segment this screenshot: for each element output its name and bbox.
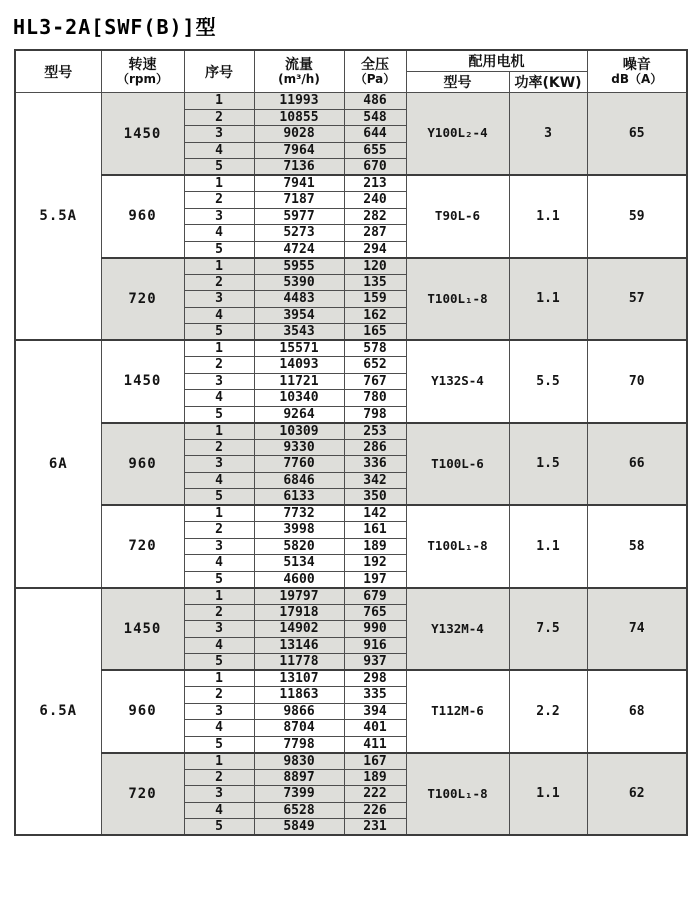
noise-cell: 74 <box>587 588 687 671</box>
table-row <box>15 670 687 687</box>
flow-cell: 6846 <box>254 472 344 489</box>
speed-cell: 960 <box>101 670 184 753</box>
flow-cell: 6133 <box>254 489 344 506</box>
header-noise <box>587 50 687 93</box>
header-speed-unit: （rpm） <box>116 71 168 86</box>
pressure-cell: 159 <box>344 291 406 308</box>
serial-cell: 2 <box>184 604 254 621</box>
motor-power-cell: 5.5 <box>509 340 587 423</box>
speed-cell: 1450 <box>101 93 184 176</box>
header-speed <box>101 50 184 93</box>
serial-cell: 2 <box>184 439 254 456</box>
motor-model-cell: T100L₁-8 <box>406 753 509 836</box>
pressure-cell: 652 <box>344 357 406 374</box>
pressure-cell: 336 <box>344 456 406 473</box>
pressure-cell: 342 <box>344 472 406 489</box>
table-row <box>15 93 687 110</box>
flow-cell: 7798 <box>254 736 344 753</box>
serial-cell: 2 <box>184 357 254 374</box>
flow-cell: 11993 <box>254 93 344 110</box>
flow-cell: 4600 <box>254 571 344 588</box>
serial-cell: 2 <box>184 687 254 704</box>
serial-cell: 5 <box>184 406 254 423</box>
header-pressure <box>344 50 406 93</box>
motor-model-cell: T100L-6 <box>406 423 509 506</box>
header-flow-unit: (m³/h) <box>278 71 320 86</box>
pressure-cell: 161 <box>344 522 406 539</box>
serial-cell: 3 <box>184 703 254 720</box>
serial-cell: 4 <box>184 720 254 737</box>
flow-cell: 4724 <box>254 241 344 258</box>
flow-cell: 15571 <box>254 340 344 357</box>
serial-cell: 5 <box>184 241 254 258</box>
flow-cell: 10855 <box>254 109 344 126</box>
serial-cell: 5 <box>184 159 254 176</box>
flow-cell: 14093 <box>254 357 344 374</box>
speed-cell: 960 <box>101 423 184 506</box>
flow-cell: 13107 <box>254 670 344 687</box>
motor-power-cell: 1.5 <box>509 423 587 506</box>
pressure-cell: 350 <box>344 489 406 506</box>
header-noise-unit: dB（A） <box>611 71 663 86</box>
flow-cell: 7964 <box>254 142 344 159</box>
noise-cell: 66 <box>587 423 687 506</box>
header-motor-group: 配用电机 <box>406 50 587 72</box>
serial-cell: 5 <box>184 324 254 341</box>
pressure-cell: 120 <box>344 258 406 275</box>
pressure-cell: 167 <box>344 753 406 770</box>
flow-cell: 4483 <box>254 291 344 308</box>
flow-cell: 9264 <box>254 406 344 423</box>
flow-cell: 19797 <box>254 588 344 605</box>
motor-model-cell: Y132M-4 <box>406 588 509 671</box>
motor-power-cell: 3 <box>509 93 587 176</box>
header-flow-label: 流量 <box>285 56 313 73</box>
pressure-cell: 189 <box>344 769 406 786</box>
flow-cell: 7732 <box>254 505 344 522</box>
flow-cell: 17918 <box>254 604 344 621</box>
flow-cell: 3543 <box>254 324 344 341</box>
noise-cell: 62 <box>587 753 687 836</box>
pressure-cell: 394 <box>344 703 406 720</box>
motor-model-cell: Y132S-4 <box>406 340 509 423</box>
pressure-cell: 937 <box>344 654 406 671</box>
pressure-cell: 655 <box>344 142 406 159</box>
flow-cell: 3998 <box>254 522 344 539</box>
pressure-cell: 990 <box>344 621 406 638</box>
serial-cell: 1 <box>184 505 254 522</box>
serial-cell: 4 <box>184 472 254 489</box>
flow-cell: 11778 <box>254 654 344 671</box>
pressure-cell: 165 <box>344 324 406 341</box>
pressure-cell: 287 <box>344 225 406 242</box>
pressure-cell: 294 <box>344 241 406 258</box>
flow-cell: 13146 <box>254 637 344 654</box>
flow-cell: 9028 <box>254 126 344 143</box>
pressure-cell: 679 <box>344 588 406 605</box>
serial-cell: 1 <box>184 423 254 440</box>
serial-cell: 3 <box>184 208 254 225</box>
flow-cell: 9330 <box>254 439 344 456</box>
pressure-cell: 135 <box>344 274 406 291</box>
pressure-cell: 286 <box>344 439 406 456</box>
pressure-cell: 411 <box>344 736 406 753</box>
table-row <box>15 505 687 522</box>
flow-cell: 8704 <box>254 720 344 737</box>
header-motor-power: 功率(KW) <box>509 72 587 93</box>
pressure-cell: 253 <box>344 423 406 440</box>
header-noise-label: 噪音 <box>622 56 651 73</box>
flow-cell: 5273 <box>254 225 344 242</box>
flow-cell: 7760 <box>254 456 344 473</box>
noise-cell: 68 <box>587 670 687 753</box>
serial-cell: 5 <box>184 489 254 506</box>
flow-cell: 5134 <box>254 555 344 572</box>
serial-cell: 4 <box>184 225 254 242</box>
speed-cell: 720 <box>101 753 184 836</box>
pressure-cell: 767 <box>344 373 406 390</box>
header-pressure-unit: （Pa） <box>354 71 396 86</box>
serial-cell: 5 <box>184 736 254 753</box>
speed-cell: 720 <box>101 258 184 341</box>
flow-cell: 5977 <box>254 208 344 225</box>
pressure-cell: 670 <box>344 159 406 176</box>
pressure-cell: 548 <box>344 109 406 126</box>
header-row-1 <box>15 50 687 72</box>
serial-cell: 3 <box>184 538 254 555</box>
header-motor-model: 型号 <box>406 72 509 93</box>
flow-cell: 8897 <box>254 769 344 786</box>
pressure-cell: 916 <box>344 637 406 654</box>
speed-cell: 1450 <box>101 340 184 423</box>
table-row <box>15 753 687 770</box>
serial-cell: 3 <box>184 786 254 803</box>
serial-cell: 2 <box>184 769 254 786</box>
header-serial: 序号 <box>184 50 254 93</box>
pressure-cell: 222 <box>344 786 406 803</box>
flow-cell: 6528 <box>254 802 344 819</box>
flow-cell: 7399 <box>254 786 344 803</box>
serial-cell: 1 <box>184 340 254 357</box>
pressure-cell: 226 <box>344 802 406 819</box>
motor-power-cell: 7.5 <box>509 588 587 671</box>
noise-cell: 57 <box>587 258 687 341</box>
flow-cell: 10309 <box>254 423 344 440</box>
pressure-cell: 213 <box>344 175 406 192</box>
flow-cell: 11863 <box>254 687 344 704</box>
spec-table <box>14 49 688 836</box>
serial-cell: 3 <box>184 456 254 473</box>
flow-cell: 5849 <box>254 819 344 836</box>
table-header <box>15 50 687 93</box>
serial-cell: 2 <box>184 274 254 291</box>
noise-cell: 70 <box>587 340 687 423</box>
model-cell: 6.5A <box>15 588 101 836</box>
motor-model-cell: T90L-6 <box>406 175 509 258</box>
noise-cell: 65 <box>587 93 687 176</box>
table-row <box>15 588 687 605</box>
serial-cell: 1 <box>184 753 254 770</box>
serial-cell: 5 <box>184 819 254 836</box>
flow-cell: 14902 <box>254 621 344 638</box>
flow-cell: 7187 <box>254 192 344 209</box>
pressure-cell: 142 <box>344 505 406 522</box>
pressure-cell: 335 <box>344 687 406 704</box>
table-row <box>15 175 687 192</box>
serial-cell: 4 <box>184 555 254 572</box>
motor-model-cell: T100L₁-8 <box>406 258 509 341</box>
flow-cell: 7941 <box>254 175 344 192</box>
noise-cell: 59 <box>587 175 687 258</box>
flow-cell: 9866 <box>254 703 344 720</box>
flow-cell: 11721 <box>254 373 344 390</box>
serial-cell: 2 <box>184 192 254 209</box>
serial-cell: 3 <box>184 126 254 143</box>
flow-cell: 10340 <box>254 390 344 407</box>
header-speed-label: 转速 <box>128 56 157 73</box>
speed-cell: 1450 <box>101 588 184 671</box>
serial-cell: 2 <box>184 109 254 126</box>
motor-model-cell: T100L₁-8 <box>406 505 509 588</box>
header-model: 型号 <box>15 50 101 93</box>
serial-cell: 1 <box>184 670 254 687</box>
motor-power-cell: 1.1 <box>509 175 587 258</box>
serial-cell: 4 <box>184 390 254 407</box>
model-cell: 5.5A <box>15 93 101 341</box>
serial-cell: 5 <box>184 654 254 671</box>
pressure-cell: 282 <box>344 208 406 225</box>
flow-cell: 5955 <box>254 258 344 275</box>
page-title: HL3-2A[SWF(B)]型 <box>13 15 217 39</box>
motor-power-cell: 1.1 <box>509 258 587 341</box>
pressure-cell: 780 <box>344 390 406 407</box>
pressure-cell: 192 <box>344 555 406 572</box>
serial-cell: 1 <box>184 258 254 275</box>
flow-cell: 5390 <box>254 274 344 291</box>
pressure-cell: 578 <box>344 340 406 357</box>
pressure-cell: 197 <box>344 571 406 588</box>
serial-cell: 4 <box>184 142 254 159</box>
pressure-cell: 162 <box>344 307 406 324</box>
flow-cell: 3954 <box>254 307 344 324</box>
pressure-cell: 765 <box>344 604 406 621</box>
pressure-cell: 240 <box>344 192 406 209</box>
pressure-cell: 189 <box>344 538 406 555</box>
serial-cell: 3 <box>184 291 254 308</box>
header-pressure-label: 全压 <box>361 56 389 73</box>
table-row <box>15 423 687 440</box>
serial-cell: 4 <box>184 802 254 819</box>
pressure-cell: 298 <box>344 670 406 687</box>
serial-cell: 3 <box>184 373 254 390</box>
table-body <box>15 93 687 836</box>
serial-cell: 1 <box>184 175 254 192</box>
flow-cell: 7136 <box>254 159 344 176</box>
flow-cell: 5820 <box>254 538 344 555</box>
pressure-cell: 486 <box>344 93 406 110</box>
serial-cell: 2 <box>184 522 254 539</box>
pressure-cell: 644 <box>344 126 406 143</box>
table-row <box>15 340 687 357</box>
serial-cell: 4 <box>184 307 254 324</box>
motor-model-cell: Y100L₂-4 <box>406 93 509 176</box>
header-flow <box>254 50 344 93</box>
serial-cell: 4 <box>184 637 254 654</box>
motor-power-cell: 2.2 <box>509 670 587 753</box>
pressure-cell: 231 <box>344 819 406 836</box>
serial-cell: 1 <box>184 588 254 605</box>
table-row <box>15 258 687 275</box>
serial-cell: 5 <box>184 571 254 588</box>
noise-cell: 58 <box>587 505 687 588</box>
pressure-cell: 401 <box>344 720 406 737</box>
motor-power-cell: 1.1 <box>509 753 587 836</box>
speed-cell: 720 <box>101 505 184 588</box>
serial-cell: 1 <box>184 93 254 110</box>
serial-cell: 3 <box>184 621 254 638</box>
motor-power-cell: 1.1 <box>509 505 587 588</box>
model-cell: 6A <box>15 340 101 588</box>
pressure-cell: 798 <box>344 406 406 423</box>
motor-model-cell: T112M-6 <box>406 670 509 753</box>
speed-cell: 960 <box>101 175 184 258</box>
flow-cell: 9830 <box>254 753 344 770</box>
